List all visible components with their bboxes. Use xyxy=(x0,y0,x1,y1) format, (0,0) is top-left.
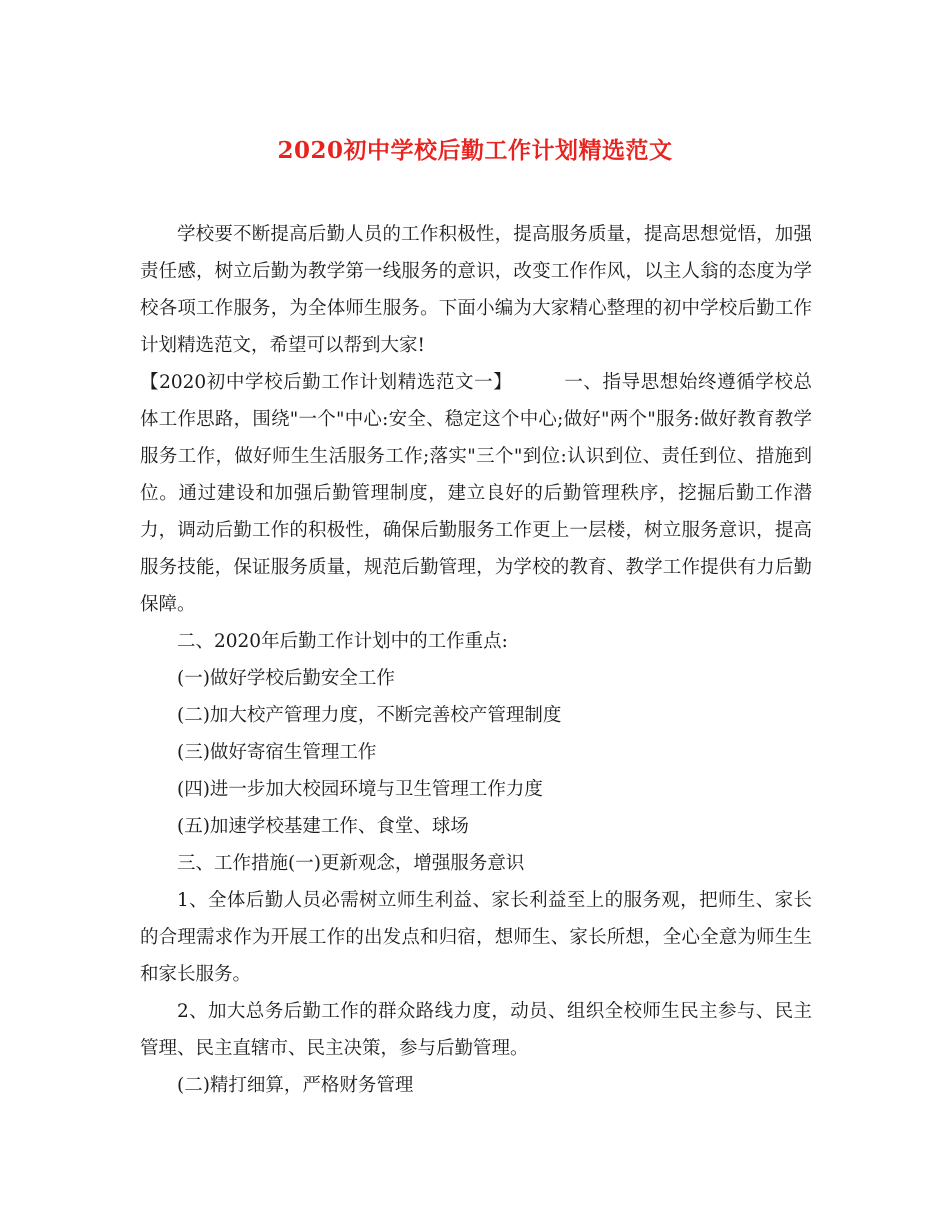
key-point-item: (三)做好寄宿生管理工作 xyxy=(177,742,377,763)
key-points-heading: 二、2020年后勤工作计划中的工作重点: xyxy=(177,631,508,652)
subsection-2-heading: (二)精打细算，严格财务管理 xyxy=(177,1075,414,1096)
key-point-item: (四)进一步加大校园环境与卫生管理工作力度 xyxy=(177,779,543,800)
measure-2-paragraph: 2、加大总务后勤工作的群众路线力度，动员、组织全校师生民主参与、民主管理、民主直辖市、民主决策，参与后勤管理。 xyxy=(140,1001,812,1059)
measures-heading: 三、工作措施(一)更新观念，增强服务意识 xyxy=(177,853,525,874)
guiding-ideology-text: 一、指导思想始终遵循学校总体工作思路，围绕"一个"中心:安全、稳定这个中心;做好"两个"服务:做好教育教学服务工作，做好师生生活服务工作;落实"三个"到位:认识到位、责任到位、措施到位。通过建设和加强后勤管理制度，建立良好的后勤管理秩序，挖掘后勤工作潜力，调动后勤工作的积极性，确保后勤服务工作更上一层楼，树立服务意识，提高服务技能，保证服务质量，规范后勤管理，为学校的教育、教学工作提供有力后勤保障。 xyxy=(140,372,812,615)
intro-paragraph: 学校要不断提高后勤人员的工作积极性，提高服务质量，提高思想觉悟，加强责任感，树立后勤为教学第一线服务的意识，改变工作作风，以主人翁的态度为学校各项工作服务，为全体师生服务。下面小编为大家精心整理的初中学校后勤工作计划精选范文，希望可以帮到大家! xyxy=(140,224,812,356)
key-point-item: (一)做好学校后勤安全工作 xyxy=(177,668,395,689)
measure-1-paragraph: 1、全体后勤人员必需树立师生利益、家长利益至上的服务观，把师生、家长的合理需求作为开展工作的出发点和归宿，想师生、家长所想，全心全意为师生生和家长服务。 xyxy=(140,890,812,985)
section-heading: 【2020初中学校后勤工作计划精选范文一】 xyxy=(140,372,513,393)
document-title: 2020初中学校后勤工作计划精选范文 xyxy=(277,137,673,164)
document-body xyxy=(140,216,812,1104)
section-one-paragraph xyxy=(140,364,812,623)
key-point-item: (五)加速学校基建工作、食堂、球场 xyxy=(177,816,469,837)
key-point-item: (二)加大校产管理力度，不断完善校产管理制度 xyxy=(177,705,562,726)
